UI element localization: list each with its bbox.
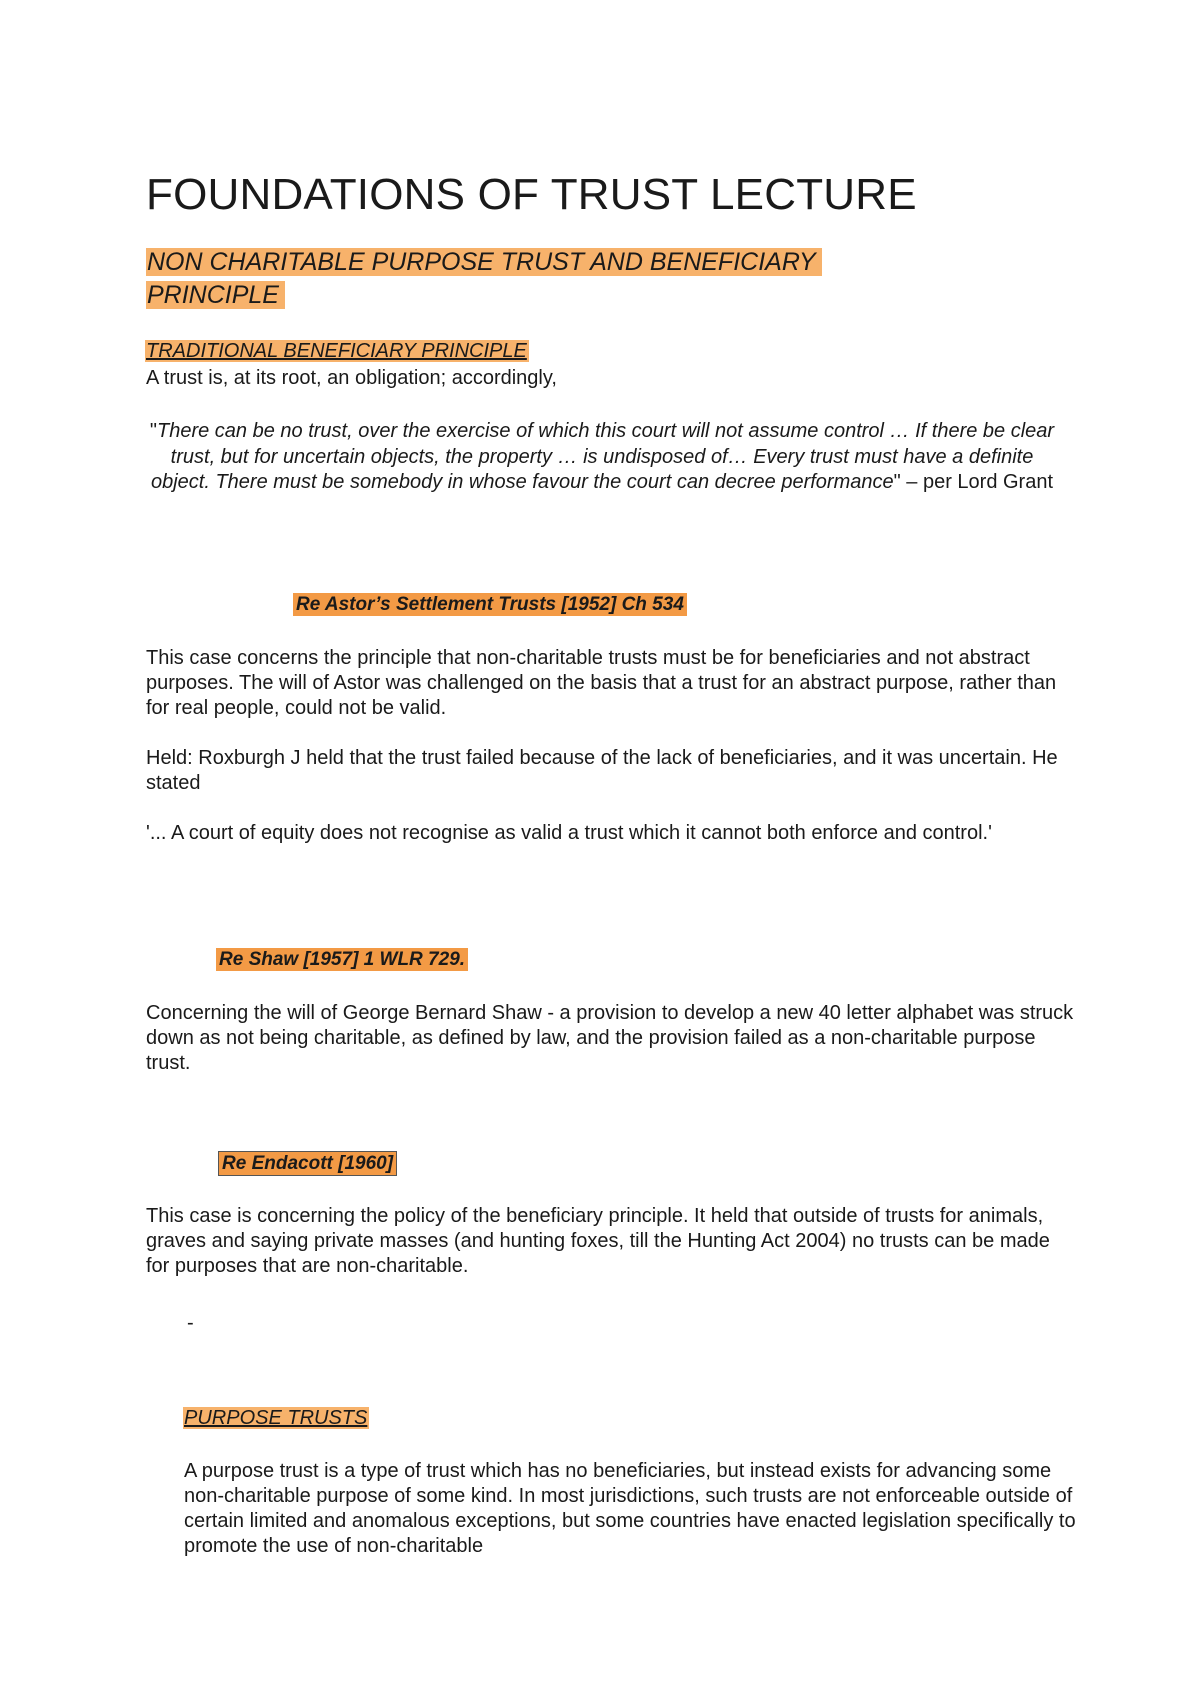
quote-text: There can be no trust, over the exercise of which this court will not assume control … If there be clear trust, but for uncertain objects, the property … is undisposed of… Every trust must have a definite object. There must be somebody in whose favour the court can decree performance xyxy=(150,420,1055,493)
traditional-heading-text: TRADITIONAL BENEFICIARY PRINCIPLE xyxy=(146,340,527,362)
shaw-paragraph: Concerning the will of George Bernard Shaw - a provision to develop a new 40 letter alphabet was struck down as not being charitable, as defined by law, and the provision failed as a non-charitable purpose trust. xyxy=(146,1002,1074,1074)
astor-paragraph-3: '... A court of equity does not recognise as valid a trust which it cannot both enforce and control.' xyxy=(146,822,992,844)
bullet-dash: - xyxy=(187,1312,194,1334)
quote-open-mark: " xyxy=(149,420,157,442)
case-heading-endacott xyxy=(219,1153,396,1175)
astor-paragraph-2: Held: Roxburgh J held that the trust failed because of the lack of beneficiaries, and it was uncertain. He stated xyxy=(146,747,1058,794)
purpose-trusts-heading xyxy=(183,1407,369,1430)
astor-paragraph-1: This case concerns the principle that non-charitable trusts must be for beneficiaries and not abstract purposes. The will of Astor was challenged on the basis that a trust for an abstract purpose, rather than for real people, could not be valid. xyxy=(146,647,1057,719)
case-title-endacott: Re Endacott [1960] xyxy=(219,1152,396,1175)
traditional-intro: A trust is, at its root, an obligation; accordingly, xyxy=(146,367,557,389)
traditional-heading xyxy=(145,340,529,363)
page-title: FOUNDATIONS OF TRUST LECTURE xyxy=(146,170,917,219)
lord-grant-quote xyxy=(148,419,1056,496)
case-title-astor: Re Astor’s Settlement Trusts [1952] Ch 534 xyxy=(293,593,687,616)
section-heading-text: NON CHARITABLE PURPOSE TRUST AND BENEFICIARY PRINCIPLE xyxy=(146,248,822,309)
endacott-paragraph: This case is concerning the policy of the beneficiary principle. It held that outside of trusts for animals, graves and saying private masses (and hunting foxes, till the Hunting Act 2004) no trusts can be made for purposes that are non-charitable. xyxy=(146,1205,1050,1277)
purpose-trusts-paragraph: A purpose trust is a type of trust which has no beneficiaries, but instead exists for advancing some non-charitable purpose of some kind. In most jurisdictions, such trusts are not enforceable outside of certain limited and anomalous exceptions, but some countries have enacted legislation specifically to promote the use of non-charitable xyxy=(184,1460,1076,1557)
quote-attribution: " – per Lord Grant xyxy=(893,471,1054,493)
purpose-trusts-heading-text: PURPOSE TRUSTS xyxy=(184,1407,368,1429)
case-heading-shaw xyxy=(216,949,468,971)
case-heading-astor xyxy=(293,594,687,616)
section-heading xyxy=(146,246,946,312)
case-title-shaw: Re Shaw [1957] 1 WLR 729. xyxy=(216,948,468,971)
